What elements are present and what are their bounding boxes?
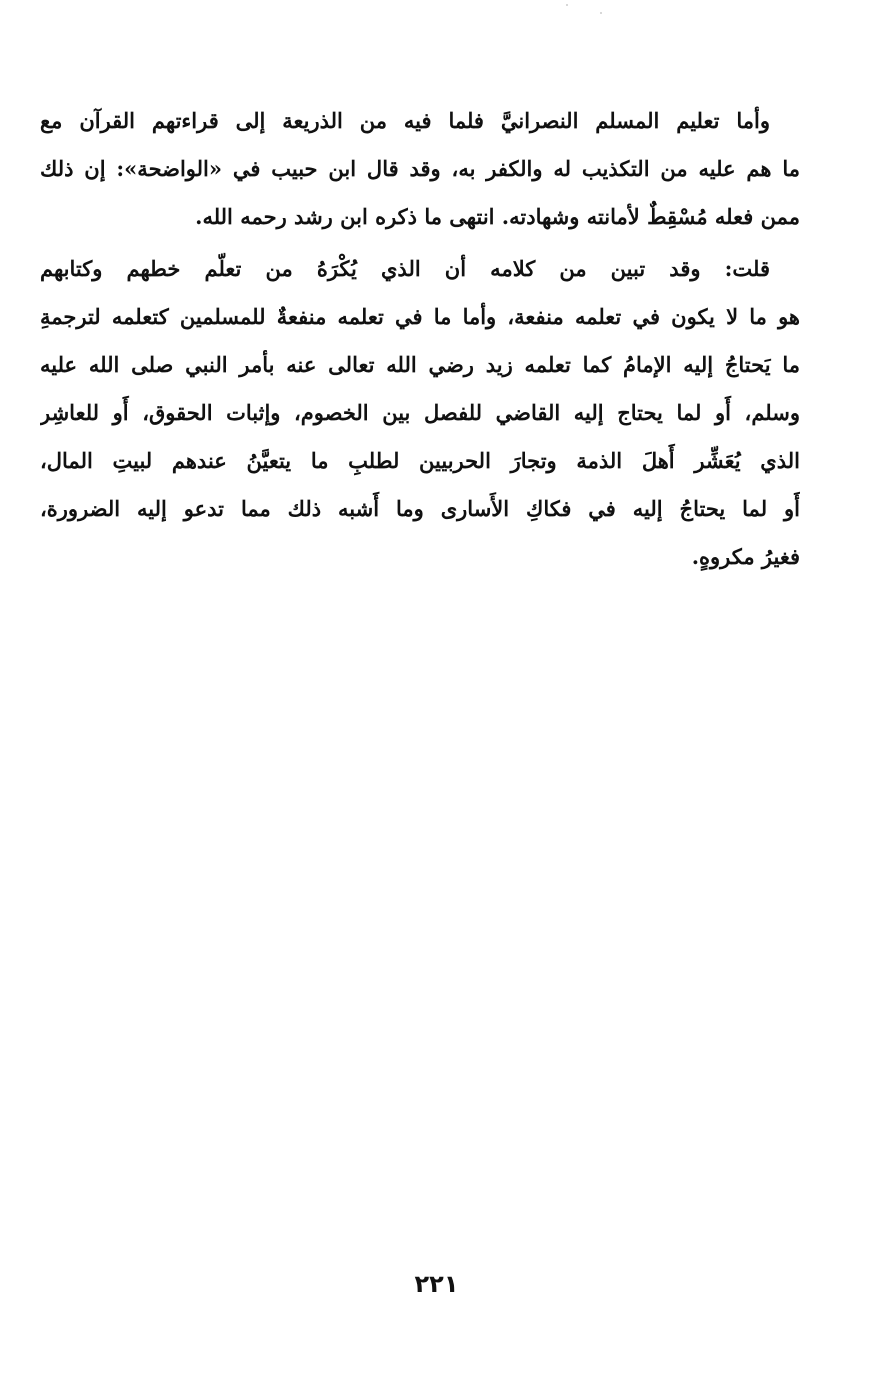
paragraph-1-line-2: ما هم عليه من التكذيب له والكفر به، وقد قال ابن حبيب في «الواضحة»: إن ذلك xyxy=(40,156,800,181)
paragraph-1 xyxy=(40,97,800,241)
scan-speck xyxy=(566,4,568,6)
paragraph-2-line-2: هو ما لا يكون في تعلمه منفعة، وأما ما في تعلمه منفعةٌ للمسلمين كتعلمه لترجمةِ xyxy=(40,304,800,329)
paragraph-2-line-1: قلت: وقد تبين من كلامه أن الذي يُكْرَهُ من تعلّم خطهم وكتابهم xyxy=(40,256,770,281)
paragraph-1-line-3: ممن فعله مُسْقِطٌ لأمانته وشهادته. انتهى ما ذكره ابن رشد رحمه الله. xyxy=(195,204,800,229)
paragraph-2 xyxy=(40,245,800,581)
paragraph-2-line-7: فغيرُ مكروهٍ. xyxy=(691,544,800,569)
paragraph-2-line-6: أَو لما يحتاجُ إليه في فكاكِ الأَسارى وما أَشبه ذلك مما تدعو إليه الضرورة، xyxy=(40,496,800,521)
paragraph-2-line-5: الذي يُعَشِّر أَهلَ الذمة وتجارَ الحربيين لطلبِ ما يتعيَّنُ عندهم لبيتِ المال، xyxy=(40,448,800,473)
paragraph-1-line-1: وأما تعليم المسلم النصرانيَّ فلما فيه من الذريعة إلى قراءتهم القرآن مع xyxy=(40,108,770,133)
paragraph-2-line-4: وسلم، أَو لما يحتاج إليه القاضي للفصل بين الخصوم، وإثبات الحقوق، أَو للعاشِر xyxy=(40,400,800,425)
scan-speck xyxy=(600,12,602,14)
page-number: ٢٢١ xyxy=(414,1270,459,1298)
paragraph-2-line-3: ما يَحتاجُ إليه الإمامُ كما تعلمه زيد رضي الله تعالى عنه بأمر النبي صلى الله عليه xyxy=(40,352,800,377)
